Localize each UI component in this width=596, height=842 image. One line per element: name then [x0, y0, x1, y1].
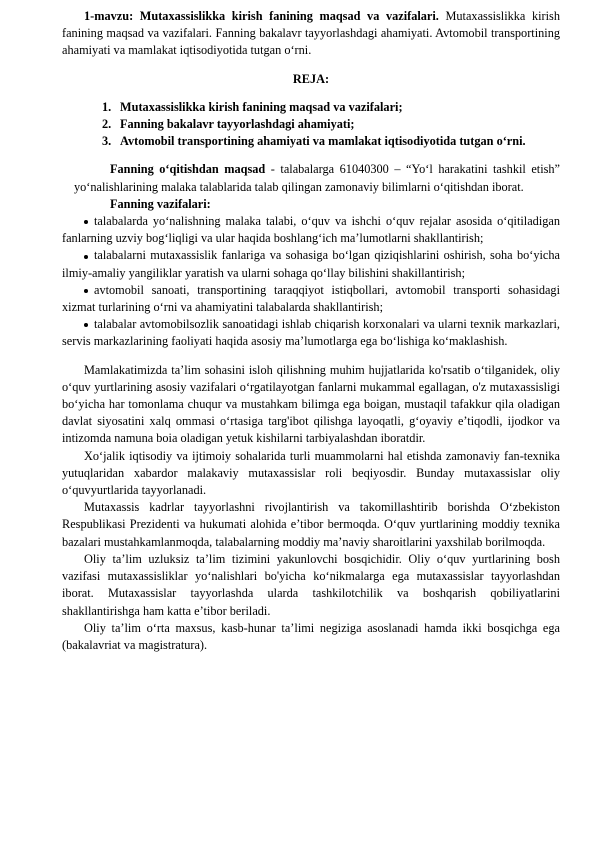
plan-heading: REJA: — [292, 71, 330, 86]
bullet-icon — [84, 323, 88, 327]
body-paragraph: Mutaxassis kadrlar tayyorlashni rivojlantirish va takomillashtirib borishda O‘zbekiston Respublikasi Prezidenti va hukumati alohida e’tibor bermoqda. O‘quv yurtlarining moddiy texnika bazalari mustahkamlanmoqda, talabalarning moddiy ma’naviy sharoitlarini yaxshilab borilmoqda. — [62, 500, 560, 549]
goal-label: Fanning o‘qitishdan maqsad — [110, 162, 266, 177]
intro-paragraph — [62, 8, 560, 60]
document-page — [62, 8, 560, 654]
goal-paragraph — [62, 161, 560, 195]
bullet-icon — [84, 220, 88, 224]
body-paragraph: Mamlakatimizda ta’lim sohasini isloh qilishning muhim hujjatlarida ko'rsatib o‘tilganidek, oliy o‘quv yurtlarining asosiy vazifalari o‘rgatilayotgan fanlarni mukammal egallagan, o'z mutaxassisligi bo‘yicha har tomonlama chuqur va mustahkam bilimga ega boigan, mustaqil tafakkur qila oladigan davlat siyosatini xalq ommasi o‘rtasiga targ'ibot qilishga layoqatli, g‘oyaviy e’tiqodli, ijodkor va intizomda namuna boia oladigan yetuk kishilarni tarbiyalashdan iboratdir. — [62, 362, 560, 446]
task-item: talabalarni mutaxassislik fanlariga va sohasiga bo‘lgan qiziqishlarini oshirish, soha bo‘yicha ilmiy-amaliy yangiliklar yaratish va ularni sohaga qo‘llay bilishini shakillantirish; — [62, 248, 560, 280]
task-item: talabalar avtomobilsozlik sanoatidagi ishlab chiqarish korxonalari va ularni texnik markazlari, servis markazlarining faoliyati haqida asosiy ma’lumotlarga ega bo‘lishiga ko‘maklashish. — [62, 317, 560, 349]
body-paragraph: Xo‘jalik iqtisodiy va ijtimoiy sohalarida turli muammolarni hal etishda zamonaviy fan-texnika yutuqlaridan xabardor malakaviy mutaxassislar roli beqiyosdir. Bunday mutaxassislar oliy o‘quvyurtlarida tayyorlanadi. — [62, 448, 560, 498]
plan-list — [62, 99, 560, 151]
goal-text: - talabalarga 61040300 – “Yo‘l harakatini tashkil etish” yo‘nalishlarining malaka talablarida talab qilingan zamonaviy bilimlarni o‘qitishdan iborat. — [74, 162, 561, 194]
plan-item: 3. Avtomobil transportining ahamiyati va mamlakat iqtisodiyotida tutgan o‘rni. — [102, 134, 526, 149]
bullet-icon — [84, 289, 88, 293]
body-paragraph: Oliy ta’lim uzluksiz ta’lim tizimini yakunlovchi bosqichidir. Oliy o‘quv yurtlarining bosh vazifasi mutaxassisliklar yo‘nalishlari bo'yicha ko‘nikmalarga ega mutaxassislar tayyorlashdan iborat. Mutaxassislar tayyorlashda ularda tashkilotchilik va boshqarish qobiliyatlarini shakllantirishga ham katta e’tibor beriladi. — [62, 551, 560, 618]
bullet-icon — [84, 255, 88, 259]
plan-item: 1. Mutaxassislikka kirish fanining maqsad va vazifalari; — [102, 99, 403, 114]
body-paragraph: Oliy ta’lim o‘rta maxsus, kasb-hunar ta’limi negiziga asoslanadi hamda ikki bosqichga ega (bakalavriat va magistratura). — [62, 620, 560, 652]
task-item: avtomobil sanoati, transportining taraqqiyot istiqbollari, avtomobil transporti sohasidagi xizmat turlarining o‘rni va ahamiyatini talabalarda shakllantirish; — [62, 282, 560, 315]
plan-item: 2. Fanning bakalavr tayyorlashdagi ahamiyati; — [102, 117, 355, 132]
intro-text: Mutaxassislikka kirish fanining maqsad va vazifalari. Fanning bakalavr tayyorlashdagi ahamiyati. Avtomobil transportining ahamiyati va mamlakat iqtisodiyotida tutgan o‘rni. — [62, 9, 560, 58]
tasks-heading: Fanning vazifalari: — [110, 196, 211, 211]
task-item: talabalarda yo‘nalishning malaka talabi, o‘quv va ishchi o‘quv rejalar asosida o‘qitiladigan fanlarning uzviy bog‘liqligi va ular haqida boshlang‘ich ma’lumotlarni shakllantirish; — [62, 214, 560, 246]
topic-title: 1-mavzu: Mutaxassislikka kirish fanining maqsad va vazifalari. — [84, 9, 439, 23]
